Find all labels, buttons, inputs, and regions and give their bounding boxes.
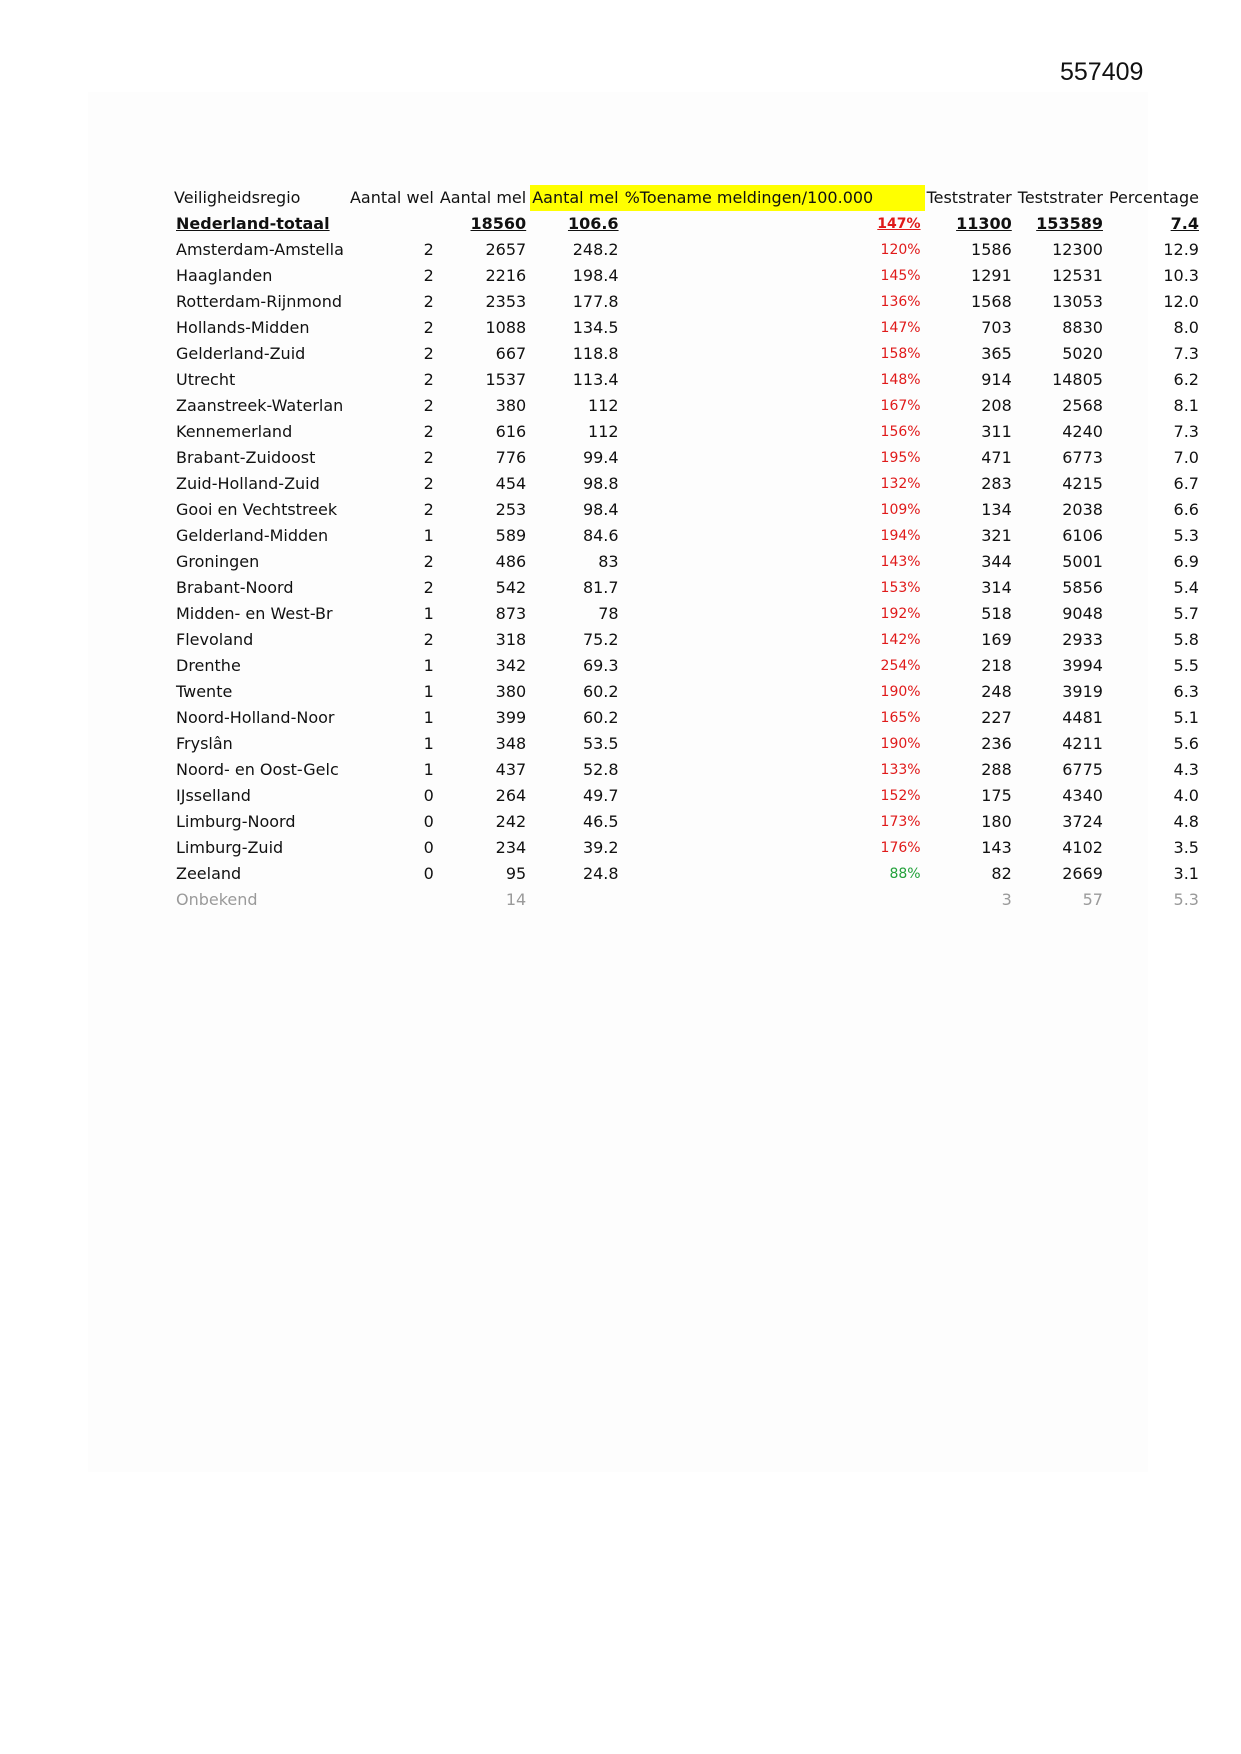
cell-col2: 0 bbox=[423, 838, 434, 857]
document-number: 557409 bbox=[1060, 58, 1144, 86]
cell-col6: 288 bbox=[981, 760, 1012, 779]
cell-col7: 9048 bbox=[1062, 604, 1103, 623]
cell-toename: 165% bbox=[880, 710, 921, 726]
cell-col3: 1088 bbox=[485, 318, 527, 337]
cell-toename: 156% bbox=[880, 424, 921, 440]
cell-col6: 3 bbox=[1001, 890, 1012, 909]
cell-col4: 78 bbox=[598, 604, 619, 623]
col-header-aantal-mel: Aantal mel bbox=[439, 188, 527, 207]
cell-col2: 2 bbox=[423, 578, 434, 597]
cell-col6: 248 bbox=[981, 682, 1012, 701]
cell-col3: 2216 bbox=[485, 266, 527, 285]
table-row bbox=[172, 237, 1203, 263]
cell-toename: 194% bbox=[880, 528, 921, 544]
cell-col7: 57 bbox=[1082, 890, 1103, 909]
cell-col8: 5.3 bbox=[1173, 526, 1199, 545]
cell-col7: 2669 bbox=[1062, 864, 1103, 883]
cell-toename: 195% bbox=[880, 450, 921, 466]
region-name: Onbekend bbox=[176, 890, 258, 909]
col-header-percentage: Percentage bbox=[1108, 188, 1199, 207]
cell-col6: 143 bbox=[981, 838, 1012, 857]
cell-col2: 1 bbox=[423, 604, 434, 623]
cell-col4: 52.8 bbox=[582, 760, 619, 779]
cell-col2: 2 bbox=[423, 370, 434, 389]
table-row bbox=[172, 861, 1203, 887]
cell-col8: 6.3 bbox=[1173, 682, 1199, 701]
cell-toename: 88% bbox=[889, 866, 921, 882]
cell-col6: 180 bbox=[981, 812, 1012, 831]
cell-col8: 8.1 bbox=[1173, 396, 1199, 415]
cell-toename: 143% bbox=[880, 554, 921, 570]
cell-col7: 4240 bbox=[1062, 422, 1103, 441]
cell-col2: 2 bbox=[423, 396, 434, 415]
table-row bbox=[172, 731, 1203, 757]
cell-col8: 6.2 bbox=[1173, 370, 1199, 389]
cell-col8: 5.8 bbox=[1173, 630, 1199, 649]
cell-col4: 53.5 bbox=[582, 734, 619, 753]
cell-col3: 95 bbox=[505, 864, 527, 883]
col-header-region: Veiligheidsregio bbox=[174, 188, 301, 207]
cell-toename: 176% bbox=[880, 840, 921, 856]
cell-toename: 147% bbox=[880, 320, 921, 336]
table-row bbox=[172, 783, 1203, 809]
cell-col4: 98.4 bbox=[582, 500, 619, 519]
cell-col6: 236 bbox=[981, 734, 1012, 753]
cell-col8: 4.3 bbox=[1173, 760, 1199, 779]
cell-col3: 342 bbox=[495, 656, 527, 675]
cell-col6: 82 bbox=[991, 864, 1012, 883]
cell-col7: 2038 bbox=[1062, 500, 1103, 519]
table-row bbox=[172, 263, 1203, 289]
cell-col6: 134 bbox=[981, 500, 1012, 519]
table-row bbox=[172, 289, 1203, 315]
cell-col6: 365 bbox=[981, 344, 1012, 363]
cell-col3: 380 bbox=[495, 682, 527, 701]
cell-col6: 703 bbox=[981, 318, 1012, 337]
cell-col8: 7.0 bbox=[1173, 448, 1199, 467]
cell-col4: 112 bbox=[588, 422, 619, 441]
cell-col2: 1 bbox=[423, 656, 434, 675]
cell-col7: 8830 bbox=[1062, 318, 1103, 337]
table-row bbox=[172, 575, 1203, 601]
cell-col2: 1 bbox=[423, 760, 434, 779]
cell-toename: 254% bbox=[880, 658, 921, 674]
cell-toename: 158% bbox=[880, 346, 921, 362]
cell-col3: 399 bbox=[495, 708, 527, 727]
cell-col6: 11300 bbox=[956, 214, 1012, 233]
cell-col6: 218 bbox=[981, 656, 1012, 675]
cell-col4: 198.4 bbox=[572, 266, 619, 285]
region-name: IJsselland bbox=[176, 786, 251, 805]
cell-col7: 2568 bbox=[1062, 396, 1103, 415]
cell-col4: 69.3 bbox=[582, 656, 619, 675]
cell-toename: 190% bbox=[880, 736, 921, 752]
cell-col4: 75.2 bbox=[582, 630, 619, 649]
table-row bbox=[172, 393, 1203, 419]
region-name: Twente bbox=[176, 682, 233, 701]
cell-col8: 12.9 bbox=[1163, 240, 1199, 259]
table-row bbox=[172, 341, 1203, 367]
cell-col3: 437 bbox=[495, 760, 527, 779]
cell-col8: 6.9 bbox=[1173, 552, 1199, 571]
cell-col3: 616 bbox=[495, 422, 527, 441]
cell-col7: 14805 bbox=[1052, 370, 1103, 389]
cell-col7: 3994 bbox=[1062, 656, 1103, 675]
cell-col8: 12.0 bbox=[1163, 292, 1199, 311]
cell-toename bbox=[623, 887, 925, 913]
cell-toename: 142% bbox=[880, 632, 921, 648]
cell-col3: 454 bbox=[495, 474, 527, 493]
cell-col4: 98.8 bbox=[582, 474, 619, 493]
cell-toename: 136% bbox=[880, 294, 921, 310]
cell-col7: 3919 bbox=[1062, 682, 1103, 701]
region-name: Flevoland bbox=[176, 630, 254, 649]
cell-col4: 39.2 bbox=[582, 838, 619, 857]
table-row bbox=[172, 497, 1203, 523]
cell-toename: 153% bbox=[880, 580, 921, 596]
cell-col7: 4211 bbox=[1062, 734, 1103, 753]
region-name: Rotterdam-Rijnmond bbox=[176, 292, 343, 311]
cell-toename: 192% bbox=[880, 606, 921, 622]
table-row bbox=[172, 627, 1203, 653]
cell-col2: 1 bbox=[423, 682, 434, 701]
region-name: Fryslân bbox=[176, 734, 233, 753]
table-row bbox=[172, 835, 1203, 861]
table-row bbox=[172, 445, 1203, 471]
cell-col2 bbox=[348, 211, 438, 237]
cell-col2: 0 bbox=[423, 864, 434, 883]
total-row bbox=[172, 211, 1203, 237]
cell-col7: 6773 bbox=[1062, 448, 1103, 467]
cell-col7: 6775 bbox=[1062, 760, 1103, 779]
cell-col8: 5.5 bbox=[1173, 656, 1199, 675]
cell-col3: 589 bbox=[495, 526, 527, 545]
cell-col8: 4.0 bbox=[1173, 786, 1199, 805]
cell-col8: 6.7 bbox=[1173, 474, 1199, 493]
cell-col2: 1 bbox=[423, 526, 434, 545]
cell-col2: 2 bbox=[423, 344, 434, 363]
cell-col3: 2353 bbox=[485, 292, 527, 311]
cell-col7: 13053 bbox=[1052, 292, 1103, 311]
cell-col2 bbox=[348, 887, 438, 913]
region-name: Brabant-Zuidoost bbox=[176, 448, 316, 467]
cell-col6: 283 bbox=[981, 474, 1012, 493]
cell-col4: 248.2 bbox=[572, 240, 619, 259]
cell-col2: 1 bbox=[423, 734, 434, 753]
cell-col6: 321 bbox=[981, 526, 1012, 545]
region-name: Limburg-Noord bbox=[176, 812, 296, 831]
cell-col3: 486 bbox=[495, 552, 527, 571]
cell-col4: 84.6 bbox=[582, 526, 619, 545]
cell-col3: 14 bbox=[505, 890, 527, 909]
cell-col3: 234 bbox=[495, 838, 527, 857]
header-row bbox=[172, 185, 1203, 211]
cell-col7: 3724 bbox=[1062, 812, 1103, 831]
cell-col4: 83 bbox=[598, 552, 619, 571]
cell-col8: 7.4 bbox=[1170, 214, 1199, 233]
col-header-aantal-wel: Aantal wel bbox=[349, 188, 434, 207]
cell-col7: 4481 bbox=[1062, 708, 1103, 727]
table-row bbox=[172, 601, 1203, 627]
cell-col6: 169 bbox=[981, 630, 1012, 649]
cell-col7: 12300 bbox=[1052, 240, 1103, 259]
region-name: Utrecht bbox=[176, 370, 236, 389]
cell-col6: 914 bbox=[981, 370, 1012, 389]
cell-col3: 380 bbox=[495, 396, 527, 415]
cell-col6: 314 bbox=[981, 578, 1012, 597]
cell-col3: 542 bbox=[495, 578, 527, 597]
cell-col4: 60.2 bbox=[582, 682, 619, 701]
cell-col8: 5.1 bbox=[1173, 708, 1199, 727]
unknown-row bbox=[172, 887, 1203, 913]
col-header-teststraten-2: Teststrater bbox=[1017, 188, 1103, 207]
cell-col6: 175 bbox=[981, 786, 1012, 805]
region-name: Kennemerland bbox=[176, 422, 293, 441]
cell-toename: 190% bbox=[880, 684, 921, 700]
table-row bbox=[172, 315, 1203, 341]
cell-col6: 1568 bbox=[971, 292, 1012, 311]
cell-col6: 471 bbox=[981, 448, 1012, 467]
cell-col3: 18560 bbox=[470, 214, 527, 233]
table-row bbox=[172, 653, 1203, 679]
cell-toename: 148% bbox=[880, 372, 921, 388]
col-header-aantal-mel-per-100000: Aantal mel bbox=[530, 185, 622, 211]
cell-toename: 152% bbox=[880, 788, 921, 804]
cell-col3: 348 bbox=[495, 734, 527, 753]
cell-col6: 344 bbox=[981, 552, 1012, 571]
region-name: Midden- en West-Br bbox=[176, 604, 333, 623]
cell-col4 bbox=[530, 887, 622, 913]
cell-col6: 227 bbox=[981, 708, 1012, 727]
cell-col8: 7.3 bbox=[1173, 344, 1199, 363]
cell-col2: 0 bbox=[423, 786, 434, 805]
cell-col8: 6.6 bbox=[1173, 500, 1199, 519]
cell-col3: 776 bbox=[495, 448, 527, 467]
cell-col7: 5001 bbox=[1062, 552, 1103, 571]
cell-col8: 3.1 bbox=[1173, 864, 1199, 883]
table-row bbox=[172, 471, 1203, 497]
region-name: Zeeland bbox=[176, 864, 242, 883]
region-name: Amsterdam-Amstella bbox=[176, 240, 344, 259]
cell-col2: 2 bbox=[423, 474, 434, 493]
region-name: Zuid-Holland-Zuid bbox=[176, 474, 320, 493]
cell-col7: 12531 bbox=[1052, 266, 1103, 285]
cell-col7: 5856 bbox=[1062, 578, 1103, 597]
region-name: Zaanstreek-Waterlan bbox=[176, 396, 344, 415]
cell-col2: 2 bbox=[423, 266, 434, 285]
cell-col8: 5.7 bbox=[1173, 604, 1199, 623]
cell-toename: 173% bbox=[880, 814, 921, 830]
table-row bbox=[172, 419, 1203, 445]
region-name: Gooi en Vechtstreek bbox=[176, 500, 338, 519]
cell-col7: 2933 bbox=[1062, 630, 1103, 649]
region-name: Noord-Holland-Noor bbox=[176, 708, 335, 727]
cell-col4: 113.4 bbox=[572, 370, 619, 389]
cell-col2: 2 bbox=[423, 630, 434, 649]
cell-toename: 120% bbox=[880, 242, 921, 258]
cell-col8: 7.3 bbox=[1173, 422, 1199, 441]
region-name: Drenthe bbox=[176, 656, 241, 675]
region-name: Brabant-Noord bbox=[176, 578, 294, 597]
table-row bbox=[172, 809, 1203, 835]
region-table bbox=[172, 185, 1203, 913]
cell-col2: 2 bbox=[423, 240, 434, 259]
cell-col3: 242 bbox=[495, 812, 527, 831]
cell-col2: 2 bbox=[423, 448, 434, 467]
cell-toename: 109% bbox=[880, 502, 921, 518]
cell-toename: 145% bbox=[880, 268, 921, 284]
cell-col4: 106.6 bbox=[567, 214, 619, 233]
cell-col4: 112 bbox=[588, 396, 619, 415]
table-row bbox=[172, 679, 1203, 705]
cell-toename: 132% bbox=[880, 476, 921, 492]
cell-col4: 177.8 bbox=[572, 292, 619, 311]
cell-col3: 667 bbox=[495, 344, 527, 363]
cell-col8: 4.8 bbox=[1173, 812, 1199, 831]
table-row bbox=[172, 705, 1203, 731]
cell-toename: 147% bbox=[877, 216, 921, 232]
cell-col2: 2 bbox=[423, 552, 434, 571]
cell-col2: 2 bbox=[423, 318, 434, 337]
region-name: Gelderland-Midden bbox=[176, 526, 329, 545]
cell-col7: 5020 bbox=[1062, 344, 1103, 363]
cell-col6: 1586 bbox=[971, 240, 1012, 259]
cell-toename: 133% bbox=[880, 762, 921, 778]
cell-col3: 2657 bbox=[485, 240, 527, 259]
cell-col4: 81.7 bbox=[582, 578, 619, 597]
col-header-toename: %Toename meldingen/100.000 bbox=[623, 185, 925, 211]
cell-col8: 3.5 bbox=[1173, 838, 1199, 857]
cell-col6: 1291 bbox=[971, 266, 1012, 285]
cell-col6: 518 bbox=[981, 604, 1012, 623]
cell-col7: 4215 bbox=[1062, 474, 1103, 493]
cell-col3: 264 bbox=[495, 786, 527, 805]
table-row bbox=[172, 549, 1203, 575]
cell-col7: 4102 bbox=[1062, 838, 1103, 857]
cell-col4: 99.4 bbox=[582, 448, 619, 467]
cell-col3: 1537 bbox=[485, 370, 527, 389]
region-name: Gelderland-Zuid bbox=[176, 344, 306, 363]
region-name: Nederland-totaal bbox=[176, 214, 330, 233]
table-row bbox=[172, 757, 1203, 783]
table-row bbox=[172, 367, 1203, 393]
cell-col8: 5.3 bbox=[1173, 890, 1199, 909]
cell-col8: 10.3 bbox=[1163, 266, 1199, 285]
region-name: Haaglanden bbox=[176, 266, 273, 285]
table-row bbox=[172, 523, 1203, 549]
cell-col2: 2 bbox=[423, 500, 434, 519]
region-name: Noord- en Oost-Gelc bbox=[176, 760, 339, 779]
cell-toename: 167% bbox=[880, 398, 921, 414]
cell-col8: 5.6 bbox=[1173, 734, 1199, 753]
cell-col7: 4340 bbox=[1062, 786, 1103, 805]
cell-col6: 208 bbox=[981, 396, 1012, 415]
cell-col2: 2 bbox=[423, 292, 434, 311]
cell-col4: 46.5 bbox=[582, 812, 619, 831]
cell-col8: 8.0 bbox=[1173, 318, 1199, 337]
cell-col3: 873 bbox=[495, 604, 527, 623]
cell-col4: 49.7 bbox=[582, 786, 619, 805]
cell-col3: 318 bbox=[495, 630, 527, 649]
cell-col4: 134.5 bbox=[572, 318, 619, 337]
cell-col2: 1 bbox=[423, 708, 434, 727]
cell-col7: 6106 bbox=[1062, 526, 1103, 545]
cell-col4: 118.8 bbox=[572, 344, 619, 363]
cell-col8: 5.4 bbox=[1173, 578, 1199, 597]
col-header-teststraten-1: Teststrater bbox=[926, 188, 1012, 207]
cell-col2: 0 bbox=[423, 812, 434, 831]
cell-col3: 253 bbox=[495, 500, 527, 519]
cell-col4: 60.2 bbox=[582, 708, 619, 727]
region-name: Groningen bbox=[176, 552, 260, 571]
cell-col4: 24.8 bbox=[582, 864, 619, 883]
cell-col2: 2 bbox=[423, 422, 434, 441]
region-name: Hollands-Midden bbox=[176, 318, 310, 337]
cell-col7: 153589 bbox=[1036, 214, 1103, 233]
cell-col6: 311 bbox=[981, 422, 1012, 441]
region-name: Limburg-Zuid bbox=[176, 838, 284, 857]
